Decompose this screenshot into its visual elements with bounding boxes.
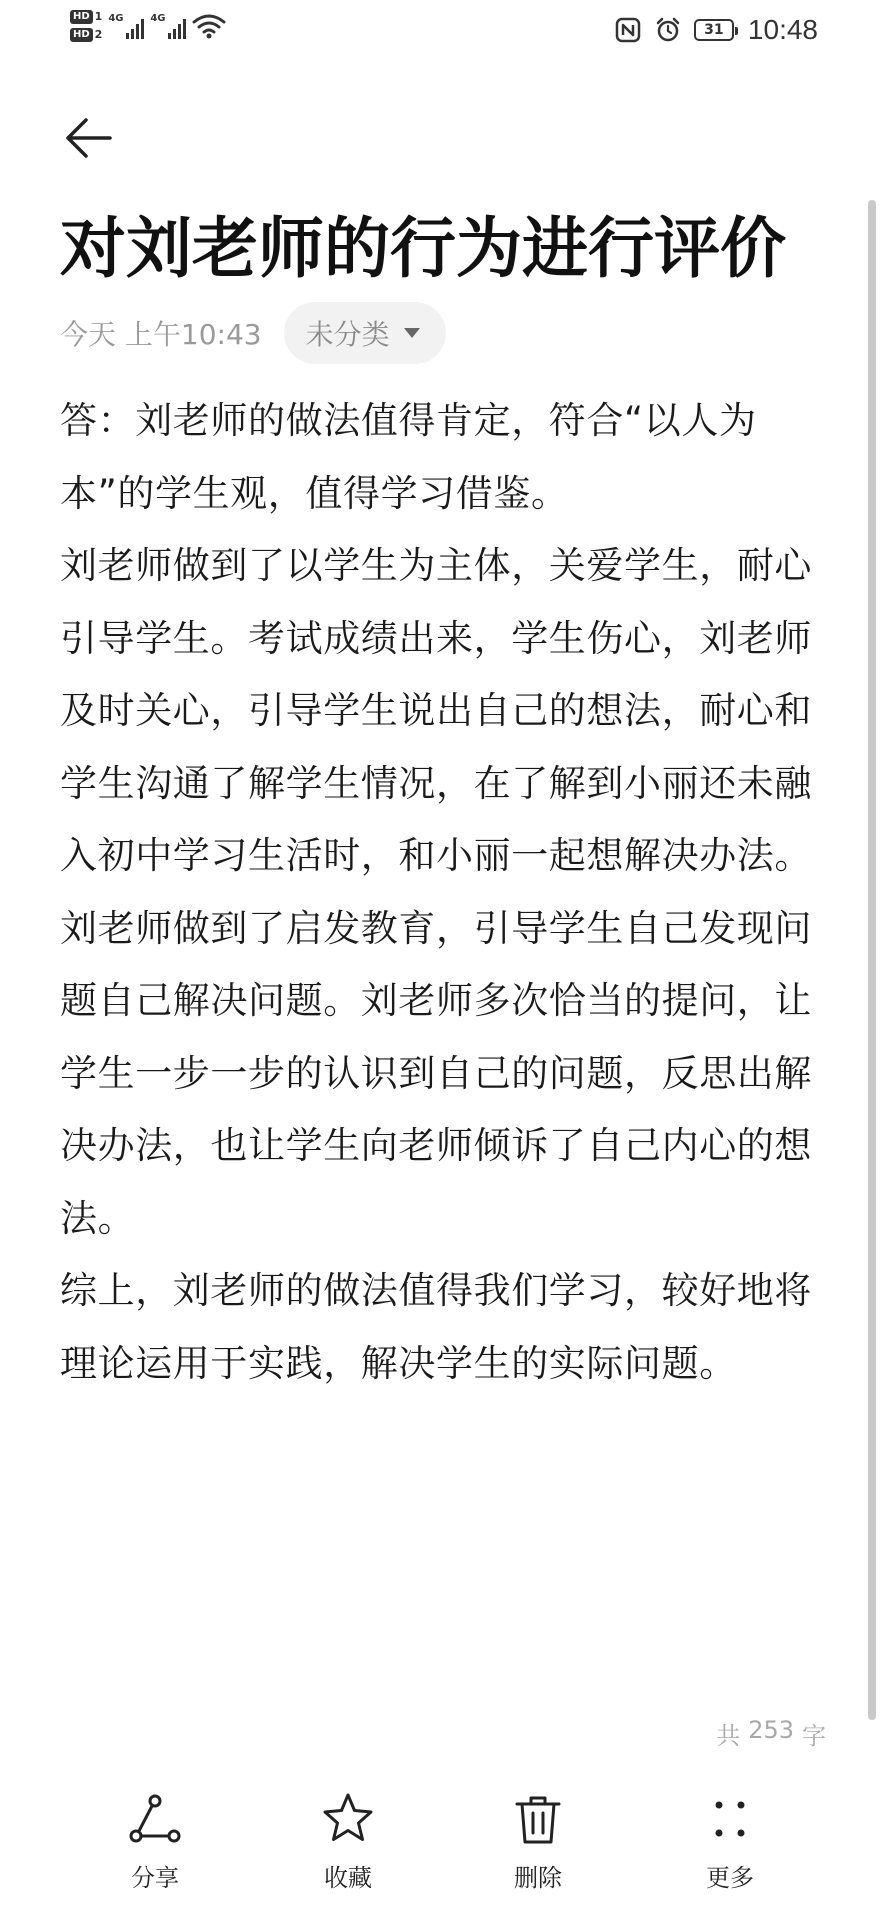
signal-icon	[150, 11, 186, 41]
battery-icon	[694, 19, 734, 41]
more-dots-icon	[701, 1790, 759, 1848]
hd-indicators	[70, 10, 102, 42]
share-icon	[126, 1790, 184, 1848]
hd2-number: 2	[94, 28, 103, 41]
status-bar-right	[614, 14, 818, 46]
favorite-button[interactable]	[288, 1790, 408, 1893]
note-paragraph: 刘老师做到了启发教育，引导学生自己发现问题自己解决问题。刘老师多次恰当的提问，让学生一步一步的认识到自己的问题，反思出解决办法，也让学生向老师倾诉了自己内心的想法。	[60, 906, 812, 1240]
more-button[interactable]	[670, 1790, 790, 1893]
category-dropdown[interactable]	[284, 302, 446, 364]
hd2-badge: HD	[70, 28, 93, 42]
scrollbar-thumb[interactable]	[868, 200, 876, 1720]
note-paragraph: 综上，刘老师的做法值得我们学习，较好地将理论运用于实践，解决学生的实际问题。	[60, 1269, 812, 1385]
share-label: 分享	[131, 1864, 179, 1892]
bottom-toolbar	[0, 1790, 886, 1920]
nfc-icon	[614, 16, 642, 44]
delete-button[interactable]	[478, 1790, 598, 1893]
note-meta	[60, 302, 446, 364]
hd2-indicator	[70, 28, 102, 42]
caret-down-icon	[404, 328, 420, 338]
wifi-icon	[192, 11, 226, 41]
word-count-prefix: 共	[716, 1722, 741, 1750]
share-button[interactable]	[95, 1790, 215, 1893]
category-label: 未分类	[305, 318, 390, 351]
signal-icon	[108, 11, 144, 41]
hd1-indicator	[70, 10, 102, 24]
status-time: 10:48	[747, 14, 818, 45]
trash-icon	[509, 1790, 567, 1848]
note-title[interactable]: 对刘老师的行为进行评价	[60, 210, 786, 287]
word-count	[716, 1716, 826, 1751]
sim1-signal-bars	[126, 19, 144, 39]
back-button[interactable]	[58, 108, 118, 168]
alarm-icon	[654, 16, 682, 44]
hd1-number: 1	[94, 10, 103, 23]
star-icon	[319, 1790, 377, 1848]
note-body[interactable]	[60, 385, 830, 1400]
favorite-label: 收藏	[324, 1864, 372, 1892]
status-bar	[0, 0, 886, 66]
scrollbar[interactable]	[868, 200, 876, 1720]
sim2-signal-bars	[168, 19, 186, 39]
status-bar-left	[70, 10, 226, 42]
word-count-suffix: 字	[802, 1722, 826, 1750]
sim2-network-label: 4G	[150, 13, 166, 24]
note-paragraph: 刘老师做到了以学生为主体，关爱学生，耐心引导学生。考试成绩出来，学生伤心，刘老师及时关心，引导学生说出自己的想法，耐心和学生沟通了解学生情况，在了解到小丽还未融入初中学习生活时，和小丽一起想解决办法。	[60, 544, 812, 877]
sim1-network-label: 4G	[108, 13, 124, 24]
hd1-badge: HD	[70, 10, 93, 24]
note-date: 今天 上午10:43	[60, 318, 262, 351]
battery-level: 31	[704, 22, 724, 38]
arrow-left-icon	[60, 110, 116, 166]
word-count-value: 253	[748, 1716, 794, 1744]
more-label: 更多	[706, 1864, 754, 1892]
delete-label: 删除	[514, 1864, 562, 1892]
note-paragraph: 答：刘老师的做法值得肯定，符合“以人为本”的学生观，值得学习借鉴。	[60, 399, 757, 515]
